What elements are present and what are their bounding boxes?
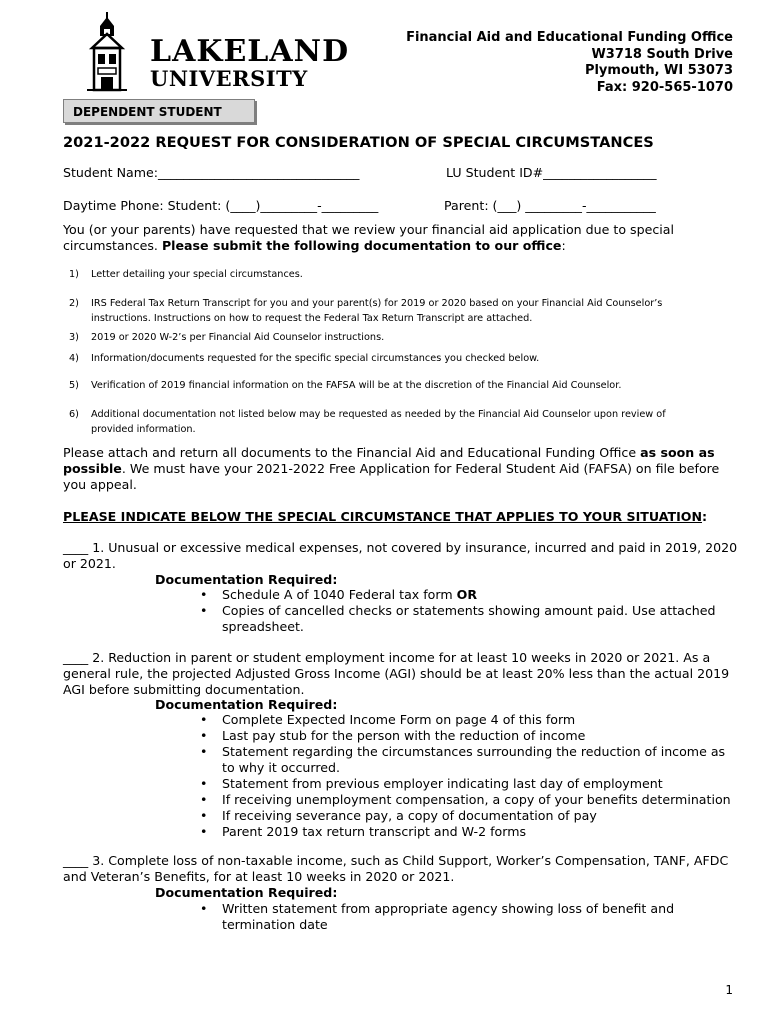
form-title: 2021-2022 REQUEST FOR CONSIDERATION OF SPECIAL CIRCUMSTANCES	[63, 134, 654, 151]
student-name-field[interactable]: Student Name:________________________________	[63, 165, 360, 180]
dependent-student-badge: DEPENDENT STUDENT	[63, 99, 255, 123]
bullet-icon: •	[200, 776, 208, 791]
office-fax: Fax: 920-565-1070	[596, 79, 733, 95]
bullet-icon: •	[200, 792, 208, 807]
office-street: W3718 South Drive	[591, 46, 733, 62]
circumstance-1-bullets	[200, 587, 735, 635]
bullet-icon: •	[200, 808, 208, 823]
bullet-icon: •	[200, 587, 208, 602]
list-item: • If receiving unemployment compensation, a copy of your benefits determination	[200, 792, 731, 807]
logo-wordmark-lakeland: LAKELAND	[150, 34, 350, 69]
circumstance-2-text[interactable]: ____ 2. Reduction in parent or student employment income for at least 10 weeks in 2020 or 2021. As a general rule, the projected Adjusted Gross Income (AGI) should be at least 20% less than the actual 2019 AGI before submitting documentation.	[63, 650, 730, 697]
doc-required-label: Documentation Required:	[155, 885, 338, 900]
document-page: LAKELAND UNIVERSITY Financial Aid and Educational Funding Office W3718 South Drive Plymouth, WI 53073 Fax: 920-565-1070 DEPENDENT STUDENT 2021-2022 REQUEST FOR CONSIDERATION OF SPECIAL CIRCUMSTANCES Student Name:________________________________ LU Student ID#__________________ Daytime Phone: Student: (____)_________-_________ Parent: (___) _________-___________ You (or your parents) have requested that we review your financial aid application due to special circumstances. Please submit the following documentation to our office: 1) Letter detailing your special circumstances. 2) IRS Federal Tax Return Transcript for you and your parent(s) for 2019 or 2020 based on your Financial Aid Counselor’s instructions. Instructions on how to request the Federal Tax Return Transcript are attached. 3) 2019 or 2020 W-2’s per Financial Aid Counselor instructions. 4) Information/documents requested for the specific special circumstances you checked below. 5) Verification of 2019 financial information on the FAFSA will be at the discretion of the Financial Aid Counselor. 6) Additional documentation not listed below may be requested as needed by the Financial Aid Counselor upon review of provided information. Please attach and return all documents to the Financial Aid and Educational Funding Office as soon as possible. We must have your 2021-2022 Free Application for Federal Student Aid (FAFSA) on file before you appeal. PLEASE INDICATE BELOW THE SPECIAL CIRCUMSTANCE THAT APPLIES TO YOUR SITUATION: ____ 1. Unusual or excessive medical expenses, not covered by insurance, incurred and paid in 2019, 2020 or 2021. Documentation Required: • Schedule A of 1040 Federal tax form OR • Copies of cancelled checks or statements showing amount paid. Use attached spreadsheet. ____ 2. Reduction in parent or student employment income for at least 10 weeks in 2020 or 2021. As a general rule, the projected Adjusted Gross Income (AGI) should be at least 20% less than the actual 2019 AGI before submitting documentation. Documentation Required: • Complete Expected Income Form on page 4 of this form • Last pay stub for the person with the reduction of income • Statement regarding the circumstances surrounding the reduction of income as to why it occurred. • Statement from previous employer indicating last day of employment • If receiving unemployment compensation, a copy of your benefits determination • If receiving severance pay, a copy of documentation of pay • Parent 2019 tax return transcript and W-2 forms ____ 3. Complete loss of non-taxable income, such as Child Support, Worker’s Compensation, TANF, AFDC and Veteran’s Benefits, for at least 10 weeks in 2020 or 2021. Documentation Required: • Written statement from appropriate agency showing loss of benefit and termination date 1	[0, 0, 770, 1024]
list-item: • Complete Expected Income Form on page 4 of this form	[200, 712, 576, 727]
logo-wordmark-university: UNIVERSITY	[150, 66, 308, 91]
student-id-field[interactable]: LU Student ID#__________________	[446, 165, 657, 180]
return-instructions-paragraph	[63, 445, 733, 493]
doc-required-label: Documentation Required:	[155, 697, 338, 712]
list-item: • Last pay stub for the person with the reduction of income	[200, 728, 586, 743]
bullet-icon: •	[200, 744, 208, 759]
intro-tail: :	[561, 238, 566, 253]
list-item: • Statement regarding the circumstances surrounding the reduction of income as to why it occurred.	[200, 744, 726, 775]
section-heading: PLEASE INDICATE BELOW THE SPECIAL CIRCUMSTANCE THAT APPLIES TO YOUR SITUATION:	[63, 509, 708, 524]
bullet-icon: •	[200, 603, 208, 618]
intro-text: You (or your parents) have requested that we review your financial aid application due to special circumstances.	[63, 222, 674, 253]
list-item: • Written statement from appropriate agency showing loss of benefit and termination date	[200, 901, 675, 932]
circumstance-3-text[interactable]: ____ 3. Complete loss of non-taxable income, such as Child Support, Worker’s Compensation, TANF, AFDC and Veteran’s Benefits, for at least 10 weeks in 2020 or 2021.	[63, 853, 729, 884]
bullet-icon: •	[200, 712, 208, 727]
return-text-2: . We must have your 2021-2022 Free Application for Federal Student Aid (FAFSA) on file before you appeal.	[63, 461, 720, 492]
return-text-1: Please attach and return all documents to the Financial Aid and Educational Funding Office	[63, 445, 641, 460]
student-phone-field[interactable]: Daytime Phone: Student: (____)_________-_________	[63, 198, 379, 213]
doc-required-label: Documentation Required:	[155, 572, 338, 587]
office-name: Financial Aid and Educational Funding Office	[406, 30, 733, 45]
intro-bold-text: Please submit the following documentation to our office	[161, 238, 562, 253]
list-item: • Schedule A of 1040 Federal tax form OR	[200, 587, 478, 602]
list-item: • Parent 2019 tax return transcript and W-2 forms	[200, 824, 527, 839]
list-item: • Copies of cancelled checks or statements showing amount paid. Use attached spreadsheet.	[200, 603, 716, 634]
list-item: • Statement from previous employer indicating last day of employment	[200, 776, 663, 791]
bullet-icon: •	[200, 901, 208, 916]
circumstance-3-bullets	[200, 901, 735, 933]
circumstance-1-text[interactable]: ____ 1. Unusual or excessive medical expenses, not covered by insurance, incurred and paid in 2019, 2020 or 2021.	[63, 540, 738, 571]
section-heading-text: PLEASE INDICATE BELOW THE SPECIAL CIRCUMSTANCE THAT APPLIES TO YOUR SITUATION	[63, 509, 702, 524]
return-bold-text: as soon as possible	[63, 445, 715, 476]
list-item: • If receiving severance pay, a copy of documentation of pay	[200, 808, 597, 823]
page-number: 1	[725, 983, 733, 997]
office-city: Plymouth, WI 53073	[584, 63, 733, 78]
bullet-icon: •	[200, 728, 208, 743]
intro-paragraph	[63, 222, 733, 254]
bullet-icon: •	[200, 824, 208, 839]
circumstance-2-bullets	[200, 712, 735, 840]
parent-phone-field[interactable]: Parent: (___) _________-___________	[444, 198, 656, 213]
office-address-block	[406, 30, 733, 96]
